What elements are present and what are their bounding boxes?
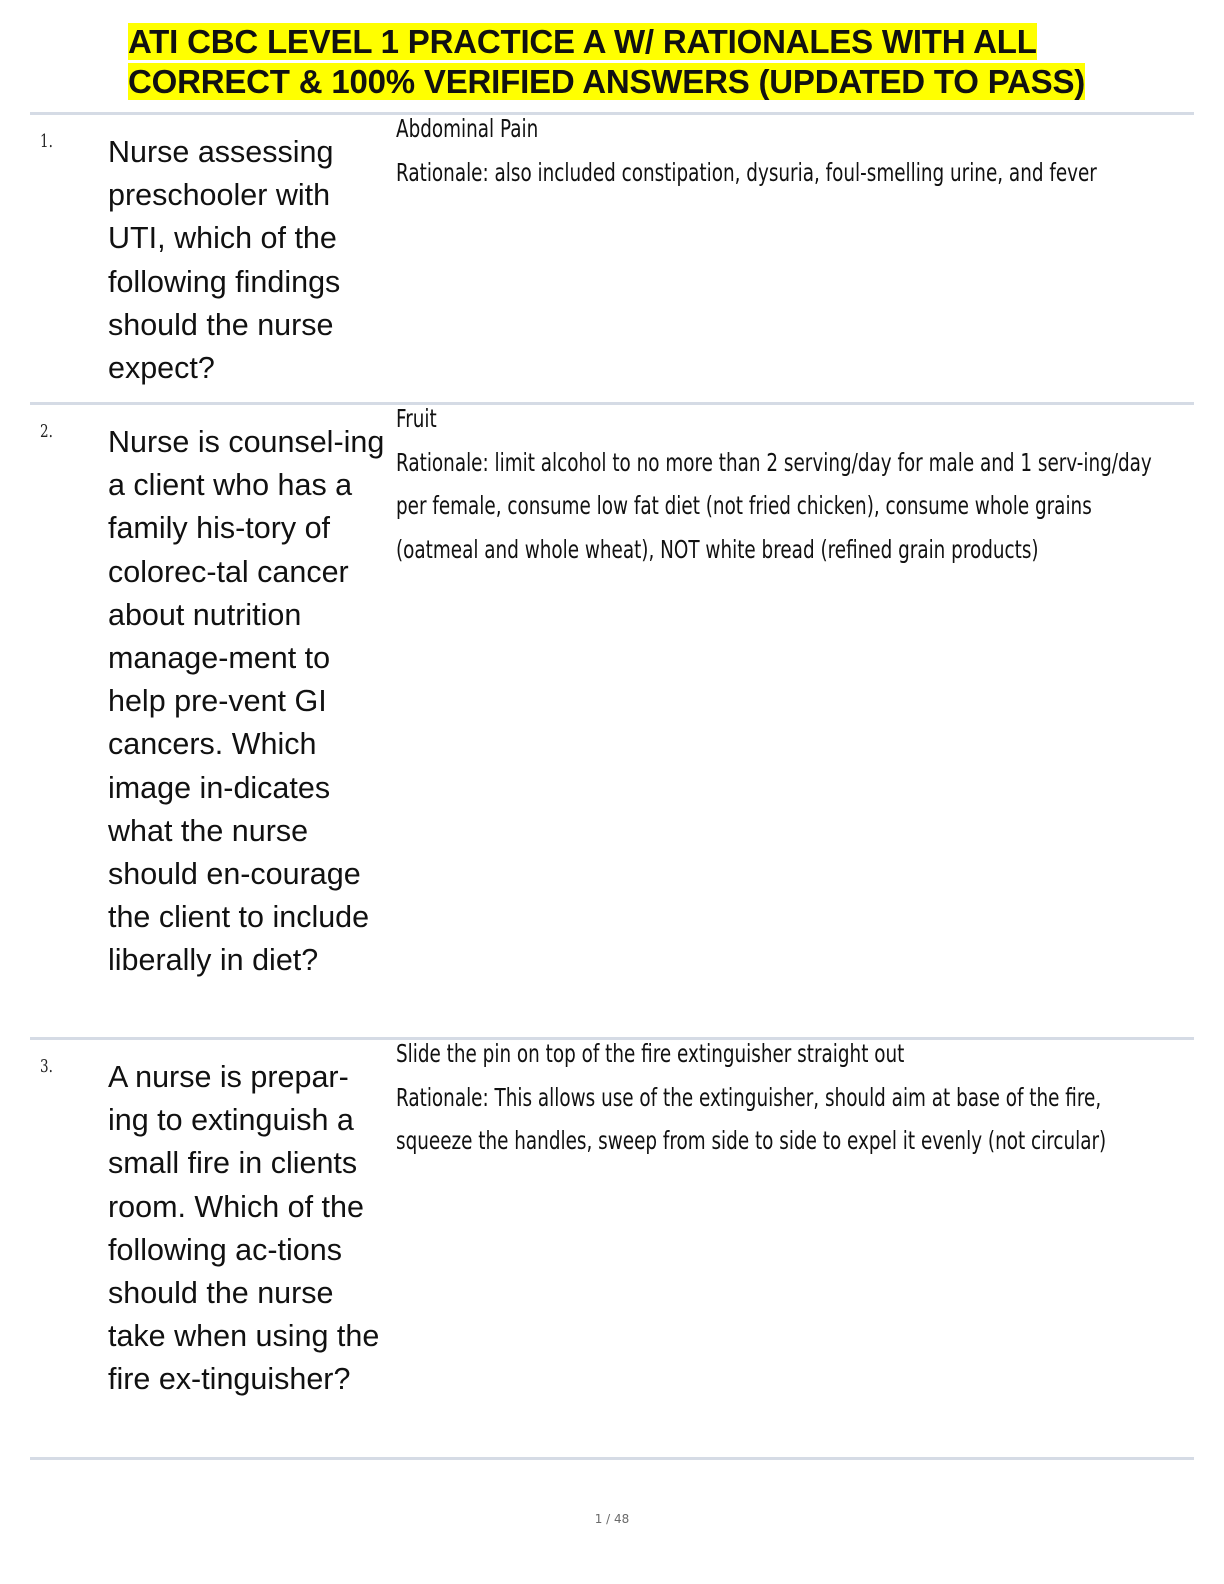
title-line-1: ATI CBC LEVEL 1 PRACTICE A W/ RATIONALES WITH ALL bbox=[128, 23, 1037, 60]
card-answer: Fruit bbox=[396, 404, 437, 433]
card-answer: Slide the pin on top of the fire extinguisher straight out bbox=[396, 1039, 905, 1068]
divider bbox=[30, 1457, 1194, 1460]
page-indicator: 1 / 48 bbox=[594, 1512, 630, 1526]
card-rationale: Rationale: This allows use of the extinguisher, should aim at base of the fire, squeeze the handles, sweep from side to side to expel it evenly (not circular) bbox=[396, 1082, 1107, 1155]
card-answer-block bbox=[396, 107, 1154, 194]
card-question: Nurse assessing preschooler with UTI, which of the following findings should the nurse expect? bbox=[108, 135, 341, 386]
title-line-2: CORRECT & 100% VERIFIED ANSWERS (UPDATED TO PASS) bbox=[128, 63, 1086, 100]
flashcard-1 bbox=[30, 114, 1194, 402]
card-rationale: Rationale: also included constipation, dysuria, foul-smelling urine, and fever bbox=[396, 157, 1097, 187]
card-question: Nurse is counsel-ing a client who has a family his-tory of colorec-tal cancer about nutrition manage-ment to help pre-vent GI cancers. Which image in-dicates what the nurse should en-courage the client to include liberally in diet? bbox=[108, 425, 385, 978]
card-answer-block bbox=[396, 397, 1154, 571]
card-number: 2. bbox=[40, 421, 53, 442]
card-rationale: Rationale: limit alcohol to no more than 2 serving/day for male and 1 serv-ing/day per female, consume low fat diet (not fried chicken), consume whole grains (oatmeal and whole wheat), NOT white bread (refined grain products) bbox=[396, 447, 1152, 564]
card-question: A nurse is prepar-ing to extinguish a small fire in clients room. Which of the following ac-tions should the nurse take when using the fire ex-tinguisher? bbox=[108, 1060, 380, 1397]
flashcard-3 bbox=[30, 1039, 1194, 1457]
card-number: 1. bbox=[40, 131, 53, 152]
flashcard-2 bbox=[30, 404, 1194, 1037]
card-answer: Abdominal Pain bbox=[396, 114, 539, 143]
card-answer-block bbox=[396, 1032, 1154, 1163]
document-title bbox=[128, 22, 1188, 102]
card-number: 3. bbox=[40, 1056, 53, 1077]
